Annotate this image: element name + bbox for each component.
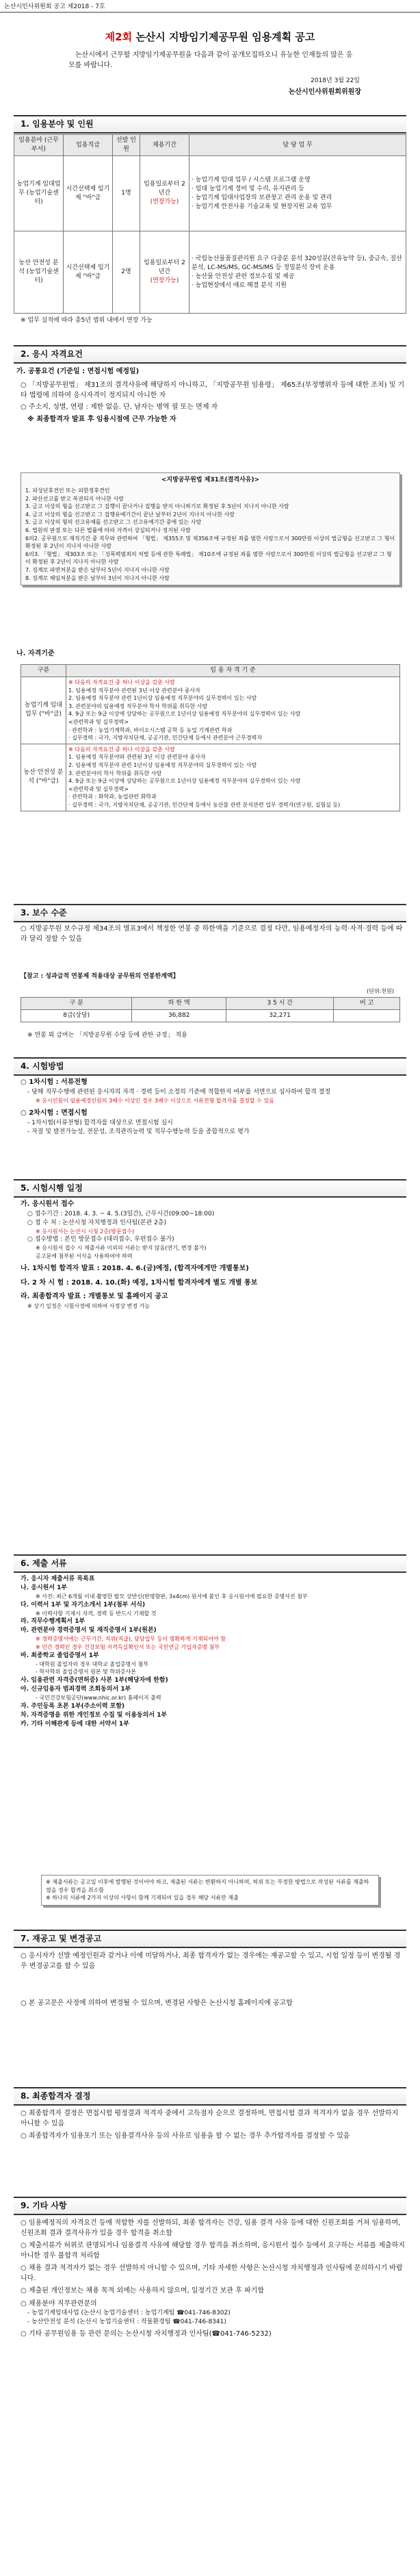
other-para: ○ 임용예정직의 자격요건 등에 적합한 자를 선발하되, 최종 합격자는 건강, 임용 결격 사유 등에 대한 신원조회를 거쳐 임용하며, 신원조회 결과 결격사유가 있을 경우 합격을 취소함 — [21, 2219, 401, 2237]
salary-table — [21, 997, 400, 1022]
doc-note: ※ 경력증명서에는 근무기간, 직위(직급), 담당업무 등이 명확하게 기재되어야 함 — [36, 1636, 226, 1643]
salary-col: 비 고 — [334, 998, 400, 1010]
common-req-list — [0, 381, 420, 425]
doc-note: - 국민건강보험공단(www.nhic.or.kr) 홈페이지 출력 — [36, 1694, 161, 1701]
law-item: 6의3. 「형법」 제303조 또는 「성폭력범죄의 처벌 등에 관한 특례법」 제10조에 규정된 죄를 범한 사람으로서 300만원 이상의 벌금형을 선고받고 그 형이 확정된 후 2년이 지나지 아니한 사람 — [25, 551, 392, 566]
qualification-table — [21, 664, 400, 811]
common-req-item: ○ 주소지, 성별, 연령 : 제한 없음. 단, 남자는 병역 필 또는 면제 자 — [21, 403, 218, 411]
q-line: · 실무경력 : 국가, 지방자치단체, 공공기관, 민간단체 등에서 농산물 관련 분석관련 업무 경력자(연구원, 실험실 등) — [68, 801, 341, 808]
schedule-detail: ○ 접수기간 : 2018. 4. 3. ~ 4. 5.(3일간), 근무시간(09:00~18:00) — [27, 1210, 215, 1217]
salary-col: 하 한 액 — [132, 998, 226, 1010]
col-duties: 담 당 업 무 — [189, 135, 406, 156]
q-row2-field: 농산 안전성 분석 ("바"급) — [21, 744, 66, 811]
exam-method — [0, 1078, 420, 1137]
row1-duties — [189, 156, 406, 231]
section-6-header: 6. 제출 서류 — [14, 1554, 406, 1573]
final-decision-para: ○ 최종합격자가 임용포기 또는 임용결격사유 등의 사유로 임용을 할 수 없는 경우 추가합격자를 결정할 수 있음 — [21, 2132, 350, 2140]
doc-item: 자. 주민등록 초본 1부(주소이력 포함) — [21, 1702, 125, 1710]
reannounce-para: ○ 응시자가 선발 예정인원과 같거나 이에 미달하거나, 최종 합격자가 없는 경우에는 재공고할 수 있고, 시험 일정 등이 변경될 경우 변경공고를 할 수 있음 — [21, 1952, 401, 1970]
top-divider — [0, 12, 420, 13]
q-line: 2. 임용예정 직무분야 관련 1년이상 임용예정 직무분야의 실무경력이 있는 사람 — [68, 695, 257, 702]
doc-item: 가. 응시자 제출서류 목록표 — [21, 1576, 95, 1582]
salary-text: ○ 지방공무원 보수규정 제34조의 별표3에서 책정한 연봉 중 하한액을 기준으로 결정 다만, 임용예정자의 능력·자격·경력 등에 따라 달리 정할 수 있음 — [21, 925, 403, 943]
q-line: <관련학과 및 실무경력> — [68, 785, 129, 792]
disqualification-box — [21, 472, 400, 585]
exam-detail: ※ 응시인원이 임용예정인원의 3배수 이상인 경우 3배수 이상으로 서류전형 합격자를 결정할 수 있음 — [36, 1097, 274, 1104]
positions-table — [14, 134, 406, 314]
exam-detail: - 1차시험(서류전형) 합격자를 대상으로 면접시험 실시 — [27, 1119, 173, 1126]
duty-item: · 농업기계 임대 업무 / 시스템 프로그램 운영 — [192, 176, 311, 184]
doc-note: ※ 이력사항 기재시 자격, 경력 등 반드시 기재할 것 — [36, 1610, 157, 1617]
other-matters — [0, 2219, 420, 2340]
doc-item: 차. 자격증명을 위한 개인정보 수집 및 이용동의서 1부 — [21, 1711, 168, 1719]
col-grade: 임용직급 — [64, 135, 113, 156]
other-para: ○ 제출된 개인정보는 채용 목적 외에는 사용하지 않으며, 일정기간 보관 후 파기함 — [21, 2287, 264, 2295]
other-para: ○ 채용 결과 적격자가 없는 경우 선발하지 아니할 수 있으며, 기타 자세한 사항은 논산시청 자치행정과 인사팀에 문의하시기 바랍니다. — [21, 2264, 403, 2282]
row1-grade: 시간선택제 임기제 "바"급 — [64, 156, 113, 231]
section-5-header: 5. 시험시행 일정 — [14, 1179, 406, 1198]
section-9-header: 9. 기타 사항 — [14, 2197, 406, 2215]
row2-duties — [189, 231, 406, 314]
duty-item: · 임대 농업기계 정비 및 수리, 유지관리 등 — [192, 185, 304, 192]
law-list — [25, 487, 395, 582]
document-title — [0, 30, 420, 45]
contact-line: - 농산안전성 분석 (논산시 농업기술센터 : 작물환경팀 ☎041-746-8341) — [27, 2319, 226, 2326]
final-decision-para: ○ 최종합격자 결정은 면접시험 평정결과 적격자 중에서 고득점자 순으로 결정하며, 면접시험 결과 적격자가 없을 경우 선발하지 아니할 수 있음 — [21, 2110, 399, 2127]
row1-period: 임용일로부터 2년간 — [144, 181, 185, 197]
schedule-item: 라. 최종합격자 발표 : 개별통보 및 홈페이지 공고 — [21, 1293, 168, 1301]
announce-date: 2018년 3월 22일 — [311, 77, 360, 84]
section-1-note: ※ 업무 실적에 따라 총5년 범위 내에서 연장 가능 — [21, 317, 153, 324]
documents-notice-line: ※ 제출서류는 공고일 이후에 발행된 것이어야 하고, 제출된 서류는 반환하지 아니하며, 허위 또는 부정한 방법으로 작성된 서류를 제출하였을 경우 합격을 취소함 — [46, 1879, 369, 1893]
schedule-detail: ※ 응시원서 접수 시 제출서류 이외의 서류는 받지 않음(연기, 변경 불가) — [36, 1245, 207, 1252]
other-para: ○ 채용분야 직무관련문의 — [21, 2299, 97, 2308]
q-line: 4. 9급 또는 9급 이상에 상당하는 공무원으로 1년이상 임용예정 직무분야의 실무경력이 있는 사람 — [68, 711, 301, 718]
q-line: 4. 9급 또는 9급 이상에 상당하는 공무원으로 1년이상 임용예정 직무분야의 실무경력이 있는 사람 — [68, 778, 301, 785]
q-line: 3. 관련분야의 학사 학위를 취득한 사람 — [68, 770, 162, 776]
schedule-detail: 공고문에 첨부된 서식을 사용하여야 하며 — [36, 1252, 133, 1259]
doc-note: ※ 민간 경력인 경우 건강보험 자격득실확인서 또는 국민연금 가입자증명 첨부 — [36, 1644, 220, 1651]
doc-item: 사. 임용관련 자격증(면허증) 사본 1부(해당자에 한함) — [21, 1676, 168, 1684]
documents-list — [0, 1575, 420, 1729]
schedule — [0, 1200, 420, 1311]
section-2-header: 2. 응시 자격요건 — [14, 345, 406, 364]
common-req-item: ○ 「지방공무원법」 제31조의 결격사유에 해당하지 아니하고, 「지방공무원 임용령」 제65조(부정행위자 등에 대한 조치) 및 기타 법령에 의하여 응시자격이 정지되지 아니한 자 — [21, 381, 405, 399]
row2-count: 2명 — [113, 231, 140, 314]
notice-number: 논산시인사위원회 공고 제2018 - 7호 — [4, 3, 105, 10]
other-para: ○ 기타 공무원임용 등 관련 문의는 논산시청 자치행정과 인사팀(☎041-746-5232) — [21, 2330, 272, 2338]
qualification-heading: 나. 자격기준 — [16, 650, 55, 657]
salary-cell: 36,882 — [132, 1010, 226, 1022]
salary-note: ※ 연봉 외 급여는 「지방공무원 수당 등에 관한 규정」 적용 — [27, 1032, 187, 1039]
salary-col: 3 5 시 간 — [226, 998, 333, 1010]
q-line: <관련학과 및 실무경력> — [68, 719, 129, 726]
q-row1-criteria — [66, 677, 400, 744]
reannounce — [0, 1952, 420, 2009]
q-line: ※ 다음의 자격요건 중 하나 이상을 갖춘 사람 — [68, 746, 175, 753]
section-3-header: 3. 보수 수준 — [14, 904, 406, 922]
doc-note: ※ 사진: 최근 6개월 이내 촬영한 탈모 상반신(반명함판, 3x4cm) 원서에 붙인 후 응시원서에 필요한 증명사진 첨부 — [36, 1593, 308, 1600]
schedule-detail: ※ 응시원서는 논산시 시청 2층(방문접수) — [36, 1228, 135, 1235]
salary-cell: 32,271 — [226, 1010, 333, 1022]
duty-item: · 농업기계 안전사용 기술교육 및 현장지원 교육 업무 — [192, 203, 332, 210]
q-col-type: 구분 — [21, 665, 66, 677]
schedule-detail: ○ 접수방법 : 본인 방문접수 (대리접수, 우편접수 불가) — [27, 1236, 174, 1243]
schedule-item: 나. 1차시험 합격자 발표 : 2018. 4. 6.(금)예정, (합격자에게만 개별통보) — [21, 1265, 249, 1273]
doc-item: 카. 기타 이해관계 등에 대한 서약서 1부 — [21, 1720, 129, 1728]
row1-period-note: (연장가능) — [150, 199, 179, 206]
doc-item: 바. 최종학교 졸업증명서 1부 — [21, 1652, 99, 1659]
common-req-heading: 가. 공통요건 (기준일 : 면접시험 예정일) — [16, 368, 140, 375]
q-row1-field: 농업기계 임대업무 ("바"급) — [21, 677, 66, 744]
q-line: · 관련학과 : 화학과, 농업관련 화학과 — [68, 794, 157, 800]
exam-detail: - 자질 및 발전가능성, 전문성, 조직관리능력 및 직무수행능력 등을 종합적으로 평가 — [27, 1128, 250, 1135]
issuer: 논산시인사위원회위원장 — [288, 88, 361, 96]
row2-grade: 시간선택제 임기제 "바"급 — [64, 231, 113, 314]
salary-table-title: 【참고 : 성과급적 연봉제 적용대상 공무원의 연봉한계액】 — [21, 973, 179, 980]
law-item: 7. 징계로 파면처분을 받은 날부터 5년이 지나지 아니한 사람 — [25, 566, 170, 573]
col-field: 임용분야 (근무부서) — [14, 135, 64, 156]
exam-stage: ○ 2차시험 : 면접시험 — [21, 1109, 88, 1117]
law-item: 1. 피성년후견인 또는 피한정후견인 — [25, 488, 110, 494]
row1-count: 1명 — [113, 156, 140, 231]
reannounce-para: ○ 본 공고문은 사정에 의하여 변경될 수 있으며, 변경된 사항은 논산시청 홈페이지에 공고함 — [21, 1999, 293, 2007]
salary-unit: (단위:천원) — [367, 988, 394, 994]
section-7-header: 7. 재공고 및 변경공고 — [14, 1930, 406, 1948]
salary-cell — [334, 1010, 400, 1022]
final-decision — [0, 2109, 420, 2142]
q-line: 1. 임용예정 직무분야와 관련된 3년 이상 관련분야 종사자 — [68, 754, 206, 761]
exam-stage: ○ 1차시험 : 서류전형 — [21, 1078, 88, 1086]
schedule-item: 다. 2 차 시 험 : 2018. 4. 10.(화) 예정, 1차시험 합격자에게 별도 개별 통보 — [21, 1278, 258, 1287]
q-line: ※ 다음의 자격요건 중 하나 이상을 갖춘 사람 — [68, 679, 175, 686]
doc-note: - 대학원 졸업자의 경우 대학교 졸업증명서 첨부 — [36, 1660, 148, 1667]
doc-note: - 학사학위 졸업증명서 원본 및 학위증사본 — [36, 1669, 136, 1676]
title-rest: 논산시 지방임기제공무원 임용계획 공고 — [132, 31, 315, 43]
qualification-table-wrap — [21, 664, 400, 811]
documents-notice-line: ※ 하나의 서류에 2가지 이상의 사항이 함께 기재되어 있을 경우 해당 서류만 제출 — [46, 1895, 239, 1902]
law-item: 2. 파산선고를 받고 복권되지 아니한 사람 — [25, 495, 124, 502]
law-title: <지방공무원법 제31조(결격사유)> — [161, 477, 260, 483]
schedule-detail: ○ 접 수 처 : 논산시청 자치행정과 인사팀(본관 2층) — [27, 1219, 167, 1226]
section-8-header: 8. 최종합격자 결정 — [14, 2087, 406, 2106]
other-para: ○ 제출서류가 허위로 판명되거나 임용결격 사유에 해당할 경우 합격을 취소하며, 응시원서 접수 등에서 요구하는 서류를 제출하지 아니한 경우 불합격 처리함 — [21, 2242, 405, 2260]
row2-period-cell — [140, 231, 189, 314]
q-line: 2. 임용예정 직무분야 관련 1년이상 임용예정 직무분야의 실무경력이 있는 사람 — [68, 761, 257, 768]
row1-period-cell — [140, 156, 189, 231]
common-req-item: ※ 최종합격자 발표 후 임용시점에 근무 가능한 자 — [27, 415, 176, 423]
contact-line: - 농업기계임대사업 (논산시 농업기술센터 : 농업기계팀 ☎041-746-8302) — [27, 2310, 231, 2316]
row2-period: 임용일로부터 2년간 — [144, 260, 185, 276]
q-row2-criteria — [66, 744, 400, 811]
duty-item: · 농업현장에서 애로 해결 분석 지원 — [192, 281, 287, 289]
section-1-table-wrap — [14, 134, 406, 314]
intro-text: 논산시에서 근무할 지방임기제공무원을 다음과 같이 공개모집하오니 유능한 인재들의 많은 응모를 바랍니다. — [68, 51, 353, 69]
documents-notice — [41, 1875, 379, 1906]
col-period: 채용기간 — [140, 135, 189, 156]
law-item: 6의2. 공무원으로 재직기간 중 직무와 관련하여 「형법」 제355조 및 제356조에 규정된 죄를 범한 사람으로서 300만원 이상의 벌금형을 선고받고 그 형이 확정된 후 2년이 지나지 아니한 사람 — [25, 535, 395, 550]
doc-item: 아. 신규임용자 범죄경력 조회동의서 1부 — [21, 1685, 131, 1693]
q-line: 3. 관련분야의 임용예정 직무분야 학사 학위를 취득한 사람 — [68, 703, 208, 709]
salary-cell: 8급(상당) — [21, 1010, 132, 1022]
duty-item: · 국립농산물품질관리원 요구 다중분 분석 320성분(잔류농약 등), 중금속, 질산 분석, LC-MS/MS, GC-MS/MS 등 정밀분석 장비 운용 — [192, 255, 402, 271]
law-item: 8. 징계로 해임처분을 받은 날부터 3년이 지나지 아니한 사람 — [25, 574, 170, 581]
q-line: 1. 임용예정 직무분야 관련된 3년 이상 관련분야 종사자 — [68, 687, 200, 694]
duty-item: · 농업기계 입대사업장의 보관창고 관리 운용 및 관리 — [192, 194, 332, 201]
doc-item: 라. 직무수행계획서 1부 — [21, 1618, 86, 1626]
q-line: · 관련학과 : 농업기계학과, 바이오시스템 공학 등 농업 기계관련 학과 — [68, 727, 233, 733]
doc-item: 마. 관련분야 경력증명서 및 재직증명서 1부(원본) — [21, 1627, 157, 1634]
schedule-detail: ※ 상기 일정은 시험사정에 의하여 사정상 변경 가능 — [27, 1302, 150, 1309]
col-count: 선발 인원 — [113, 135, 140, 156]
law-item: 3. 금고 이상의 형을 선고받고 그 집행이 끝나거나 집행을 받지 아니하기로 확정된 후 5년이 지나지 아니한 사람 — [25, 503, 289, 510]
q-col-criteria: 임 용 자 격 기 준 — [66, 665, 400, 677]
exam-detail: - 당해 직무수행에 관련된 응시자의 자격 · 경력 등이 소정의 기준에 적합한지 여부를 서면으로 심사하여 합격 결정 — [27, 1088, 331, 1096]
row1-field: 농업기계 임대업무 (농업기술센터) — [14, 156, 64, 231]
salary-col: 구 분 — [21, 998, 132, 1010]
law-item: 4. 금고 이상의 형을 선고받고 그 집행유예기간이 끝난 날부터 2년이 지나지 아니한 사람 — [25, 511, 235, 518]
law-item: 5. 금고 이상의 형의 선고유예를 선고받고 그 선고유예기간 중에 있는 사람 — [25, 519, 202, 526]
doc-item: 다. 이력서 1부 및 자기소개서 1부(첨부 서식) — [21, 1601, 146, 1608]
doc-item: 나. 응시원서 1부 — [21, 1584, 68, 1592]
duty-item: · 농산물 안전성 관련 정보수집 및 제공 — [192, 273, 295, 280]
title-mark: 제2회 — [105, 31, 133, 43]
section-1-header: 1. 임용분야 및 인원 — [14, 115, 406, 134]
law-box — [21, 472, 400, 585]
documents-notice-box — [41, 1875, 379, 1906]
row2-field: 농산 안전성 분석 (농업기술센터) — [14, 231, 64, 314]
salary-table-wrap — [21, 997, 400, 1022]
schedule-item: 가. 응시원서 접수 — [21, 1200, 75, 1208]
section-4-header: 4. 시험방법 — [14, 1057, 406, 1076]
q-line: · 실무경력 : 국가, 지방자치단체, 공공기관, 민간단체 등에서 관련분야 근무경력자 — [68, 735, 263, 742]
law-item: 6. 법원의 판결 또는 다른 법률에 따라 자격이 상실되거나 정지된 사람 — [25, 527, 191, 534]
row2-period-note: (연장가능) — [150, 277, 179, 285]
